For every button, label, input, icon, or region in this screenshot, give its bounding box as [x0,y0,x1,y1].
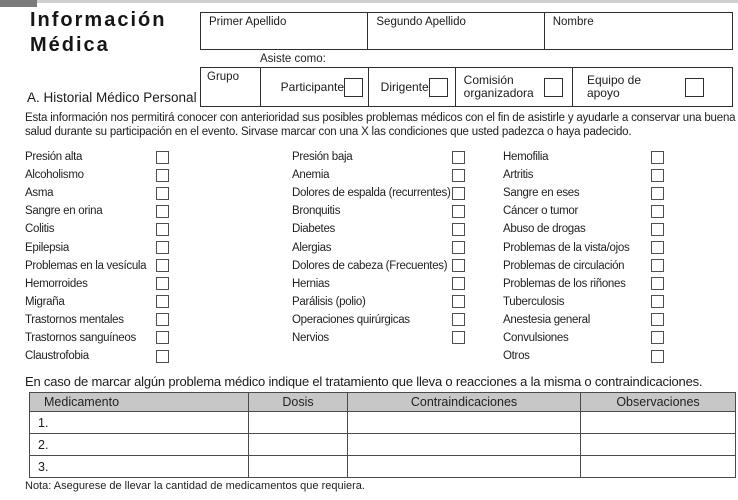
condition-checkbox[interactable] [651,313,664,326]
observaciones-cell[interactable] [581,434,736,456]
condition-checkbox[interactable] [651,295,664,308]
condition-label: Problemas de los riñones [503,277,626,290]
condition-label: Trastornos sanguíneos [25,331,136,344]
condition-checkbox[interactable] [651,350,664,363]
condition-checkbox[interactable] [452,259,465,272]
attendance-table [200,67,733,107]
condition-row [292,311,465,329]
condition-row [503,293,664,311]
condition-row [292,329,465,347]
condition-checkbox[interactable] [452,295,465,308]
condition-checkbox[interactable] [452,151,465,164]
condition-checkbox[interactable] [651,277,664,290]
condition-label: Alergias [292,241,332,254]
condition-checkbox[interactable] [156,205,169,218]
medication-table [29,392,736,478]
condition-row [292,275,465,293]
condition-checkbox[interactable] [452,241,465,254]
condition-row [503,184,664,202]
condition-row [25,220,169,238]
condition-checkbox[interactable] [156,350,169,363]
condition-row [292,148,465,166]
condition-checkbox[interactable] [651,259,664,272]
condition-row [25,311,169,329]
condition-label: Sangre en eses [503,187,580,200]
condition-label: Presión baja [292,151,353,164]
page-title-line2: Médica [30,34,110,56]
condition-label: Artritis [503,169,534,182]
dirigente-checkbox[interactable] [429,78,448,97]
role-comision-organizadora [456,68,573,106]
role-equipo-de-apoyo [573,68,732,106]
condition-label: Alcoholismo [25,169,84,182]
condition-label: Nervios [292,331,329,344]
participante-checkbox[interactable] [344,78,363,97]
equipo-label-line1: Equipo de [586,73,641,87]
treatment-instruction: En caso de marcar algún problema médico indique el tratamiento que lleva o reacciones a la misma o contraindicaciones. [25,374,703,389]
condition-checkbox[interactable] [651,223,664,236]
condition-row [292,238,465,256]
condition-label: Problemas de la vista/ojos [503,241,630,254]
condition-label: Convulsiones [503,331,569,344]
first-surname-label: Primer Apellido [209,16,287,28]
page-title-line1: Información [30,9,167,31]
medication-header-row [30,393,736,412]
condition-row [25,184,169,202]
participante-label: Participante [280,79,345,94]
condition-label: Parálisis (polio) [292,295,366,308]
condition-label: Dolores de espalda (recurrentes) [292,187,451,200]
condition-checkbox[interactable] [156,223,169,236]
condition-label: Anemia [292,169,330,182]
dosis-cell[interactable] [249,434,348,456]
scan-artifact-block [0,0,37,7]
condition-checkbox[interactable] [452,187,465,200]
col-header-contraindicaciones: Contraindicaciones [348,393,581,412]
condition-checkbox[interactable] [651,205,664,218]
contraindicaciones-cell[interactable] [348,434,581,456]
condition-checkbox[interactable] [651,169,664,182]
comision-label-line1: Comisión [463,73,514,87]
comision-checkbox[interactable] [544,78,563,97]
condition-checkbox[interactable] [156,151,169,164]
dirigente-label: Dirigente [380,79,429,94]
condition-label: Anestesia general [503,313,590,326]
comision-label-line2: organizadora [463,86,534,100]
condition-label: Cáncer o tumor [503,205,579,218]
condition-row [292,257,465,275]
condition-checkbox[interactable] [651,151,664,164]
conditions-column-1 [25,148,169,365]
condition-row [503,275,664,293]
attendance-label: Asiste como: [260,53,326,65]
medicamento-cell[interactable]: 1. [30,412,249,434]
given-name-field[interactable] [545,13,732,49]
condition-checkbox[interactable] [156,169,169,182]
condition-label: Epilepsia [25,241,69,254]
equipo-checkbox[interactable] [685,78,704,97]
condition-row [503,329,664,347]
dosis-cell[interactable] [249,456,348,478]
second-surname-label: Segundo Apellido [376,16,466,28]
dosis-cell[interactable] [249,412,348,434]
medication-row [30,434,736,456]
condition-row [503,220,664,238]
col-header-medicamento: Medicamento [30,393,249,412]
condition-checkbox[interactable] [452,169,465,182]
condition-row [25,202,169,220]
role-participante [261,68,369,106]
condition-checkbox[interactable] [651,241,664,254]
condition-row [292,293,465,311]
condition-label: Abuso de drogas [503,223,586,236]
col-header-observaciones: Observaciones [581,393,736,412]
condition-row [503,347,664,365]
conditions-column-2 [292,148,465,347]
condition-row [292,202,465,220]
group-label: Grupo [207,71,239,83]
contraindicaciones-cell[interactable] [348,456,581,478]
condition-label: Problemas de circulación [503,259,625,272]
first-surname-field[interactable] [201,13,368,49]
condition-label: Sangre en orina [25,205,103,218]
condition-checkbox[interactable] [452,331,465,344]
equipo-label [587,74,641,100]
condition-label: Bronquitis [292,205,341,218]
condition-label: Tuberculosis [503,295,565,308]
condition-row [25,329,169,347]
conditions-column-3 [503,148,664,365]
condition-row [503,148,664,166]
condition-row [25,148,169,166]
condition-row [503,166,664,184]
given-name-label: Nombre [552,16,594,28]
condition-row [503,238,664,256]
condition-row [292,166,465,184]
condition-row [503,257,664,275]
condition-label: Otros [503,350,530,363]
group-field[interactable] [201,68,261,106]
name-fields-table [200,12,733,50]
condition-row [25,347,169,365]
condition-checkbox[interactable] [156,187,169,200]
condition-row [25,275,169,293]
condition-checkbox[interactable] [156,259,169,272]
condition-row [25,238,169,256]
condition-checkbox[interactable] [651,187,664,200]
condition-label: Problemas en la vesícula [25,259,147,272]
condition-row [25,293,169,311]
footer-note: Nota: Asegurese de llevar la cantidad de medicamentos que requiera. [25,480,365,492]
condition-checkbox[interactable] [452,205,465,218]
condition-label: Hemorroides [25,277,88,290]
role-dirigente [369,68,456,106]
condition-checkbox[interactable] [452,223,465,236]
medicamento-cell[interactable]: 3. [30,456,249,478]
medicamento-cell[interactable]: 2. [30,434,249,456]
intro-paragraph: Esta información nos permitirá conocer con anterioridad sus posibles problemas médicos con el fin de asistirle y ayudarle a conservar una buena salud durante su participación en el evento. Sirvase marcar con una X las condiciones que usted padezca o haya padecido. [25,112,736,138]
condition-row [25,257,169,275]
condition-row [503,202,664,220]
condition-label: Presión alta [25,151,83,164]
equipo-label-line2: apoyo [586,86,620,100]
condition-row [292,220,465,238]
condition-label: Asma [25,187,54,200]
condition-checkbox[interactable] [156,295,169,308]
condition-checkbox[interactable] [156,313,169,326]
condition-label: Operaciones quirúrgicas [292,313,410,326]
contraindicaciones-cell[interactable] [348,412,581,434]
col-header-dosis: Dosis [249,393,348,412]
condition-row [503,311,664,329]
condition-label: Hernias [292,277,330,290]
section-a-heading: A. Historial Médico Personal [27,90,197,105]
observaciones-cell[interactable] [581,456,736,478]
condition-checkbox[interactable] [452,313,465,326]
condition-label: Claustrofobia [25,350,89,363]
condition-label: Diabetes [292,223,335,236]
scan-artifact-strip [0,0,738,3]
condition-row [292,184,465,202]
condition-label: Dolores de cabeza (Frecuentes) [292,259,448,272]
observaciones-cell[interactable] [581,412,736,434]
condition-checkbox[interactable] [651,331,664,344]
condition-checkbox[interactable] [452,277,465,290]
medication-row [30,412,736,434]
second-surname-field[interactable] [368,13,544,49]
condition-label: Trastornos mentales [25,313,124,326]
comision-label [464,74,534,100]
medication-row [30,456,736,478]
condition-checkbox[interactable] [156,277,169,290]
page-title [30,8,166,58]
condition-label: Migraña [25,295,65,308]
condition-checkbox[interactable] [156,241,169,254]
condition-label: Colitis [25,223,55,236]
condition-label: Hemofilia [503,151,549,164]
condition-row [25,166,169,184]
condition-checkbox[interactable] [156,331,169,344]
